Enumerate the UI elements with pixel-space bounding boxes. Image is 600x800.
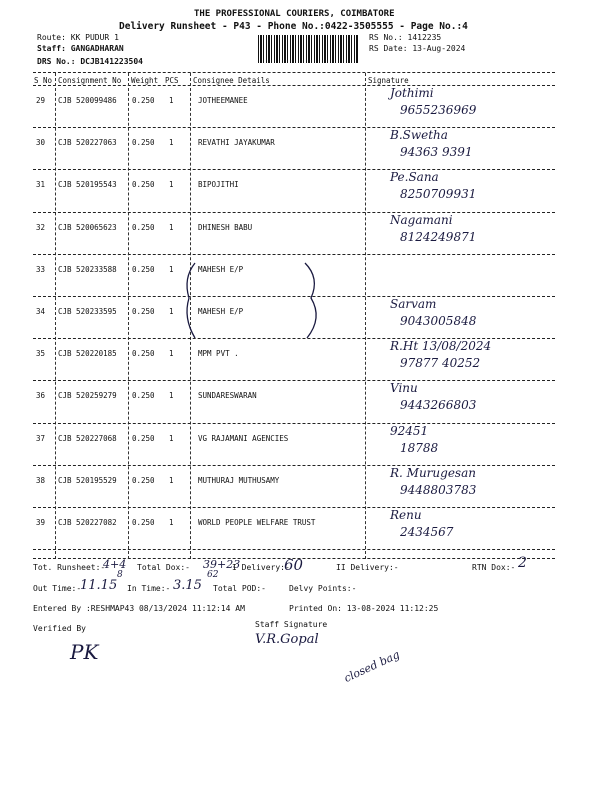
row-signature-phone: 9443266803 — [400, 398, 477, 413]
row-consignee: SUNDARESWARAN — [198, 391, 257, 401]
row-consignee: MAHESH E/P — [198, 307, 244, 316]
delivery-value: 60 — [284, 556, 304, 574]
table-header-rule — [33, 85, 555, 86]
total-dox-sub: 62 — [207, 570, 219, 580]
row-consignee: WORLD PEOPLE WELFARE TRUST — [198, 518, 316, 527]
row-pcs: 1 — [169, 518, 174, 527]
row-separator — [33, 465, 555, 466]
row-consignee: MUTHURAJ MUTHUSAMY — [198, 475, 280, 485]
ii-delivery-label: II Delivery:- — [336, 563, 399, 572]
row-consignee: VG RAJAMANI AGENCIES — [198, 433, 289, 443]
delvy-points-label: Delvy Points:- — [289, 584, 357, 593]
row-consignee: REVATHI JAYAKUMAR — [198, 138, 275, 148]
col-sep-1 — [55, 73, 56, 559]
row-consignee: DHINESH BABU — [198, 222, 253, 232]
row-weight: 0.250 — [132, 180, 155, 190]
row-separator — [33, 169, 555, 170]
rtn-dox-value: 2 — [518, 555, 527, 571]
row-consignee: MPM PVT . — [198, 349, 239, 359]
row-sno: 31 — [36, 180, 46, 190]
row-signature-phone: 8250709931 — [400, 187, 477, 202]
row-weight: 0.250 — [132, 138, 155, 148]
tot-runsheet-sub: 8 — [117, 570, 123, 580]
company-title: THE PROFESSIONAL COURIERS, COIMBATORE — [194, 9, 395, 19]
row-signature-name: B.Swetha — [390, 128, 448, 143]
in-time-value: 3.15 — [173, 578, 202, 593]
row-pcs: 1 — [169, 222, 174, 232]
row-sno: 33 — [36, 264, 46, 274]
row-weight: 0.250 — [132, 433, 155, 443]
row-weight: 0.250 — [132, 96, 155, 105]
row-pcs: 1 — [169, 264, 174, 274]
row-separator — [33, 549, 555, 550]
drs-label: DRS No.: DCJB141223504 — [37, 57, 143, 66]
row-pcs: 1 — [169, 307, 174, 316]
total-dox-value: 39+23 — [203, 558, 241, 571]
row-signature-phone: 94363 9391 — [400, 145, 473, 160]
col-sep-4 — [365, 73, 366, 559]
tot-runsheet-value: 4+4 — [103, 558, 127, 571]
row-sno: 29 — [36, 96, 46, 105]
row-consignee: BIPOJITHI — [198, 180, 239, 190]
row-weight: 0.250 — [132, 222, 155, 232]
closed-note: closed bag — [342, 648, 402, 685]
staff-label: Staff: GANGADHARAN — [37, 44, 124, 53]
tot-runsheet-label: Tot. Runsheet:- — [33, 563, 106, 572]
entered-by: Entered By :RESHMAP43 08/13/2024 11:12:14 AM — [33, 604, 245, 613]
row-signature-name: R. Murugesan — [390, 465, 476, 480]
col-header-signature: Signature — [368, 76, 409, 85]
row-consignment: CJB 520220185 — [58, 349, 117, 359]
row-pcs: 1 — [169, 349, 174, 359]
row-sno: 34 — [36, 307, 46, 316]
row-weight: 0.250 — [132, 349, 155, 359]
row-consignment: CJB 520227068 — [58, 433, 117, 443]
row-separator — [33, 507, 555, 508]
row-sno: 35 — [36, 349, 46, 359]
row-consignment: CJB 520233588 — [58, 264, 117, 274]
row-weight: 0.250 — [132, 307, 155, 316]
out-time-label: Out Time:- — [33, 584, 82, 593]
row-separator — [33, 212, 555, 213]
staff-signature: V.R.Gopal — [255, 632, 319, 647]
col-header-pcs: PCS — [165, 76, 179, 85]
col-header-consignment: Consignment No — [58, 76, 122, 85]
row-consignment: CJB 520227082 — [58, 518, 117, 527]
row-consignee: JOTHEEMANEE — [198, 96, 248, 105]
rs-number: RS No.: 1412235 — [369, 33, 442, 42]
col-sep-2 — [128, 73, 129, 559]
in-time-label: In Time:- — [127, 584, 171, 593]
runsheet-subtitle: Delivery Runsheet - P43 - Phone No.:0422-3505555 - Page No.:4 — [119, 21, 468, 32]
row-weight: 0.250 — [132, 264, 155, 274]
row-pcs: 1 — [169, 138, 174, 148]
row-weight: 0.250 — [132, 391, 155, 401]
row-consignment: CJB 520259279 — [58, 391, 117, 401]
row-signature-phone: 9655236969 — [400, 103, 477, 117]
row-consignment: CJB 520233595 — [58, 307, 117, 316]
row-sno: 37 — [36, 433, 46, 443]
route-label: Route: KK PUDUR 1 — [37, 33, 119, 42]
row-signature-name: 92451 — [390, 423, 429, 438]
row-signature-name: Jothimi — [390, 86, 434, 100]
row-signature-name: Renu — [390, 508, 422, 522]
row-separator — [33, 127, 555, 128]
bracket-mark — [175, 258, 335, 348]
row-sno: 32 — [36, 222, 46, 232]
row-signature-name: Vinu — [390, 381, 418, 396]
row-signature-phone: 97877 40252 — [400, 356, 481, 371]
barcode-image — [258, 35, 358, 63]
row-pcs: 1 — [169, 391, 174, 401]
row-consignment: CJB 520195529 — [58, 475, 117, 485]
rtn-dox-label: RTN Dox:- — [472, 563, 516, 572]
verified-by-label: Verified By — [33, 624, 86, 633]
row-pcs: 1 — [169, 433, 174, 443]
row-consignment: CJB 520099486 — [58, 96, 117, 105]
staff-signature-label: Staff Signature — [255, 620, 328, 629]
rs-date: RS Date: 13-Aug-2024 — [369, 44, 466, 53]
row-sno: 36 — [36, 391, 46, 401]
row-sno: 30 — [36, 138, 46, 148]
row-separator — [33, 254, 555, 255]
row-pcs: 1 — [169, 180, 174, 190]
col-header-consignee: Consignee Details — [193, 76, 270, 85]
row-signature-name: Pe.Sana — [390, 170, 439, 185]
row-signature-name: R.Ht 13/08/2024 — [390, 339, 492, 354]
row-consignment: CJB 520065623 — [58, 222, 117, 232]
row-consignment: CJB 520195543 — [58, 180, 117, 190]
row-signature-phone: 9043005848 — [400, 314, 477, 328]
printed-on: Printed On: 13-08-2024 11:12:25 — [289, 604, 439, 613]
total-dox-label: Total Dox:- — [137, 563, 190, 572]
row-signature-name: Nagamani — [390, 212, 453, 227]
col-header-weight: Weight — [131, 76, 159, 85]
verified-signature: PK — [70, 640, 99, 664]
row-separator — [33, 380, 555, 381]
row-sno: 39 — [36, 518, 46, 527]
row-signature-name: Sarvam — [390, 297, 437, 311]
row-consignee: MAHESH E/P — [198, 264, 244, 274]
out-time-value: 11.15 — [80, 578, 118, 593]
row-weight: 0.250 — [132, 518, 155, 527]
row-signature-phone: 18788 — [400, 440, 439, 455]
col-header-sno: S No — [34, 76, 53, 85]
row-separator — [33, 423, 555, 424]
row-signature-phone: 2434567 — [400, 525, 454, 539]
row-pcs: 1 — [169, 475, 174, 485]
row-sno: 38 — [36, 475, 46, 485]
total-pod-label: Total POD:- — [213, 584, 266, 593]
row-signature-phone: 8124249871 — [400, 229, 477, 244]
row-signature-phone: 9448803783 — [400, 482, 477, 497]
row-consignment: CJB 520227063 — [58, 138, 117, 148]
row-weight: 0.250 — [132, 475, 155, 485]
row-pcs: 1 — [169, 96, 174, 105]
delivery-label: I Delivery:- — [232, 563, 290, 572]
table-top-rule — [33, 72, 555, 73]
